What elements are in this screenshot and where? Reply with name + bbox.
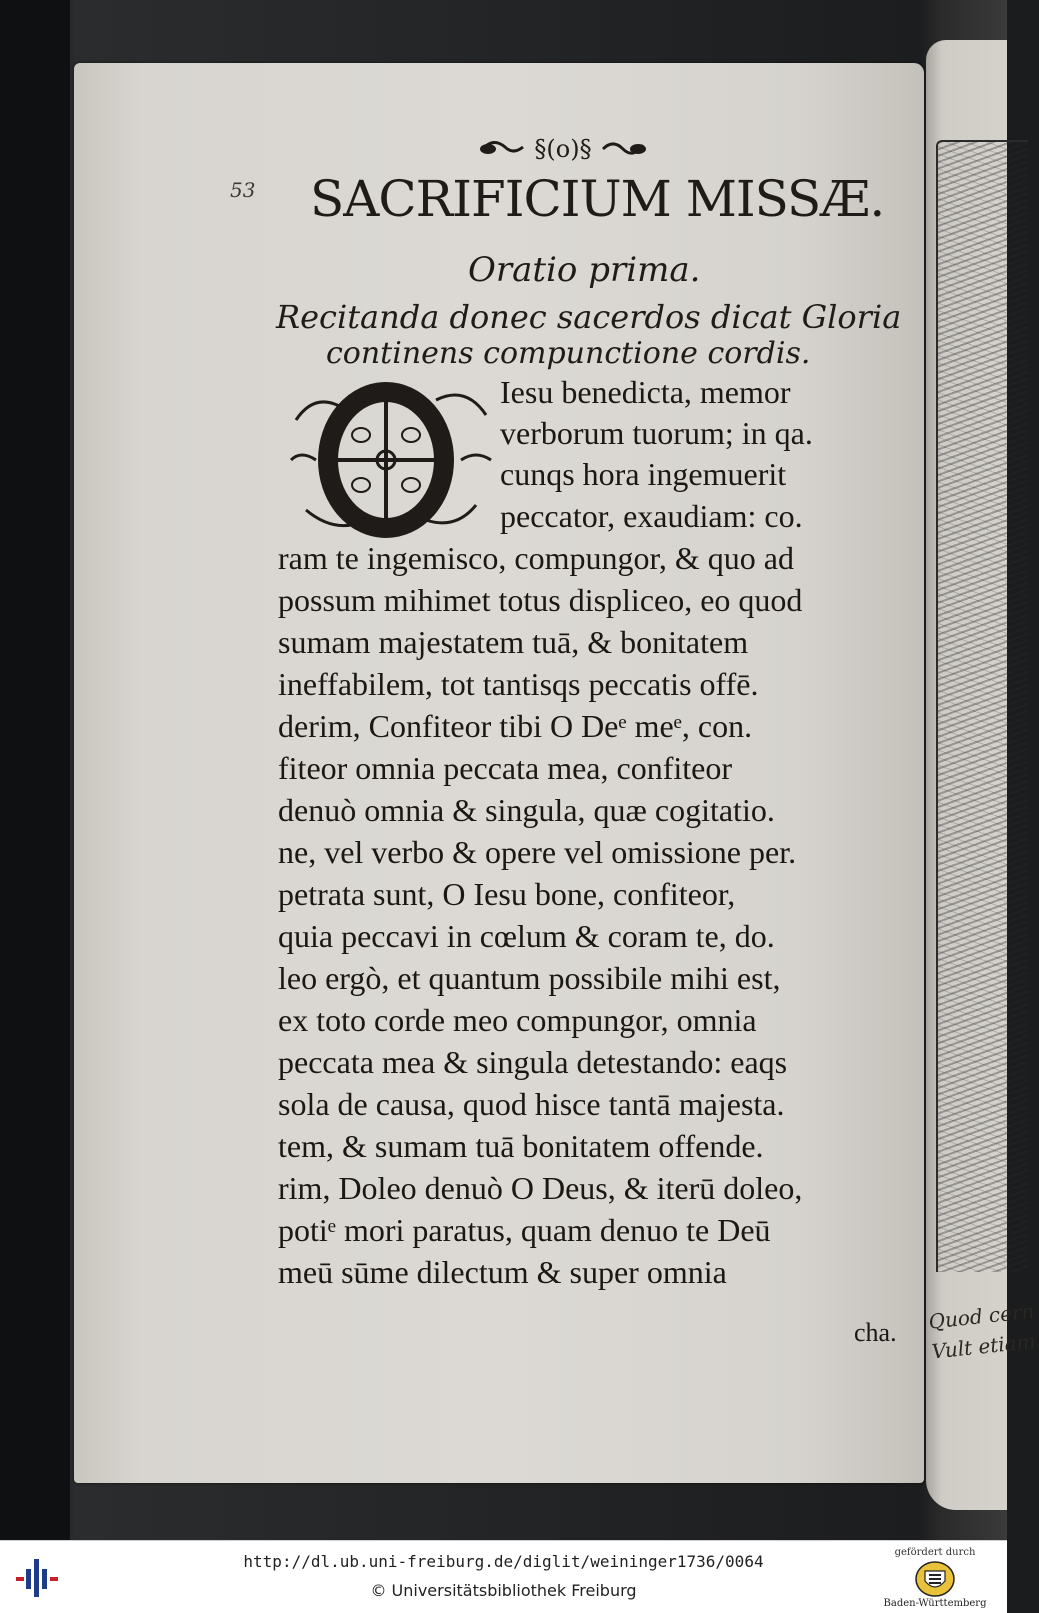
crest-icon: [915, 1561, 955, 1597]
page-title: SACRIFICIUM MISSÆ.: [310, 170, 885, 228]
text-line: cunqs hora ingemuerit: [500, 456, 787, 492]
copyright-notice: © Universitätsbibliothek Freiburg: [370, 1581, 637, 1600]
facing-page: [926, 40, 1037, 1510]
text-line: peccator, exaudiam: co.: [500, 498, 803, 534]
book-edge: [0, 0, 70, 1540]
svg-text:O: O: [381, 383, 391, 397]
text-line: fiteor omnia peccata mea, confiteor: [278, 750, 732, 786]
text-line: denuò omnia & singula, quæ cogitatio.: [278, 792, 775, 828]
engraving-caption: Quod cern Vult etiam: [927, 1298, 1037, 1364]
header-ornament: [478, 132, 648, 166]
catchword: cha.: [854, 1318, 897, 1347]
text-line: sumam majestatem tuā, & bonitatem: [278, 624, 749, 660]
text-line: possum mihimet totus displiceo, eo quod: [278, 582, 803, 618]
text-line: ex toto corde meo compungor, omnia: [278, 1002, 757, 1038]
permalink-url[interactable]: http://dl.ub.uni-freiburg.de/diglit/weininger1736/0064: [243, 1552, 764, 1571]
text-line: sola de causa, quod hisce tantā majesta.: [278, 1086, 785, 1122]
text-line: potiᵉ mori paratus, quam denuo te Deū: [278, 1212, 771, 1248]
text-line: meū sūme dilectum & super omnia: [278, 1254, 727, 1290]
text-line: Iesu benedicta, memor: [500, 374, 791, 410]
prayer-title: Oratio prima.: [468, 250, 701, 290]
text-line: rim, Doleo denuò O Deus, & iterū doleo,: [278, 1170, 803, 1206]
sponsor-label: gefördert durch: [894, 1547, 976, 1558]
text-line: quia peccavi in cœlum & coram te, do.: [278, 918, 775, 954]
text-line: tem, & sumam tuā bonitatem offende.: [278, 1128, 764, 1164]
text-line: derim, Confiteor tibi O Deᵉ meᵉ, con.: [278, 708, 753, 744]
prayer-instruction-continued: continens compunctione cordis.: [326, 336, 811, 371]
text-line: peccata mea & singula detestando: eaqs: [278, 1044, 788, 1080]
text-line: verborum tuorum; in qa.: [500, 415, 813, 451]
engraving-illustration: [936, 140, 1028, 1272]
sponsor-badge: [870, 1545, 1000, 1611]
text-line: leo ergò, et quantum possibile mihi est,: [278, 960, 781, 996]
decorated-initial-letter: [286, 380, 498, 540]
viewer-footer: [0, 1540, 1007, 1613]
text-line: ne, vel verbo & opere vel omissione per.: [278, 834, 797, 870]
sponsor-name: Baden-Württemberg: [883, 1598, 987, 1609]
svg-text:§(o)§: §(o)§: [534, 135, 592, 163]
text-line: ineffabilem, tot tantisqs peccatis offē.: [278, 666, 759, 702]
page-number: 53: [230, 178, 256, 202]
text-line: petrata sunt, O Iesu bone, confiteor,: [278, 876, 736, 912]
text-line: ram te ingemisco, compungor, & quo ad: [278, 540, 794, 576]
prayer-instruction: Recitanda donec sacerdos dicat Gloria: [276, 298, 902, 336]
